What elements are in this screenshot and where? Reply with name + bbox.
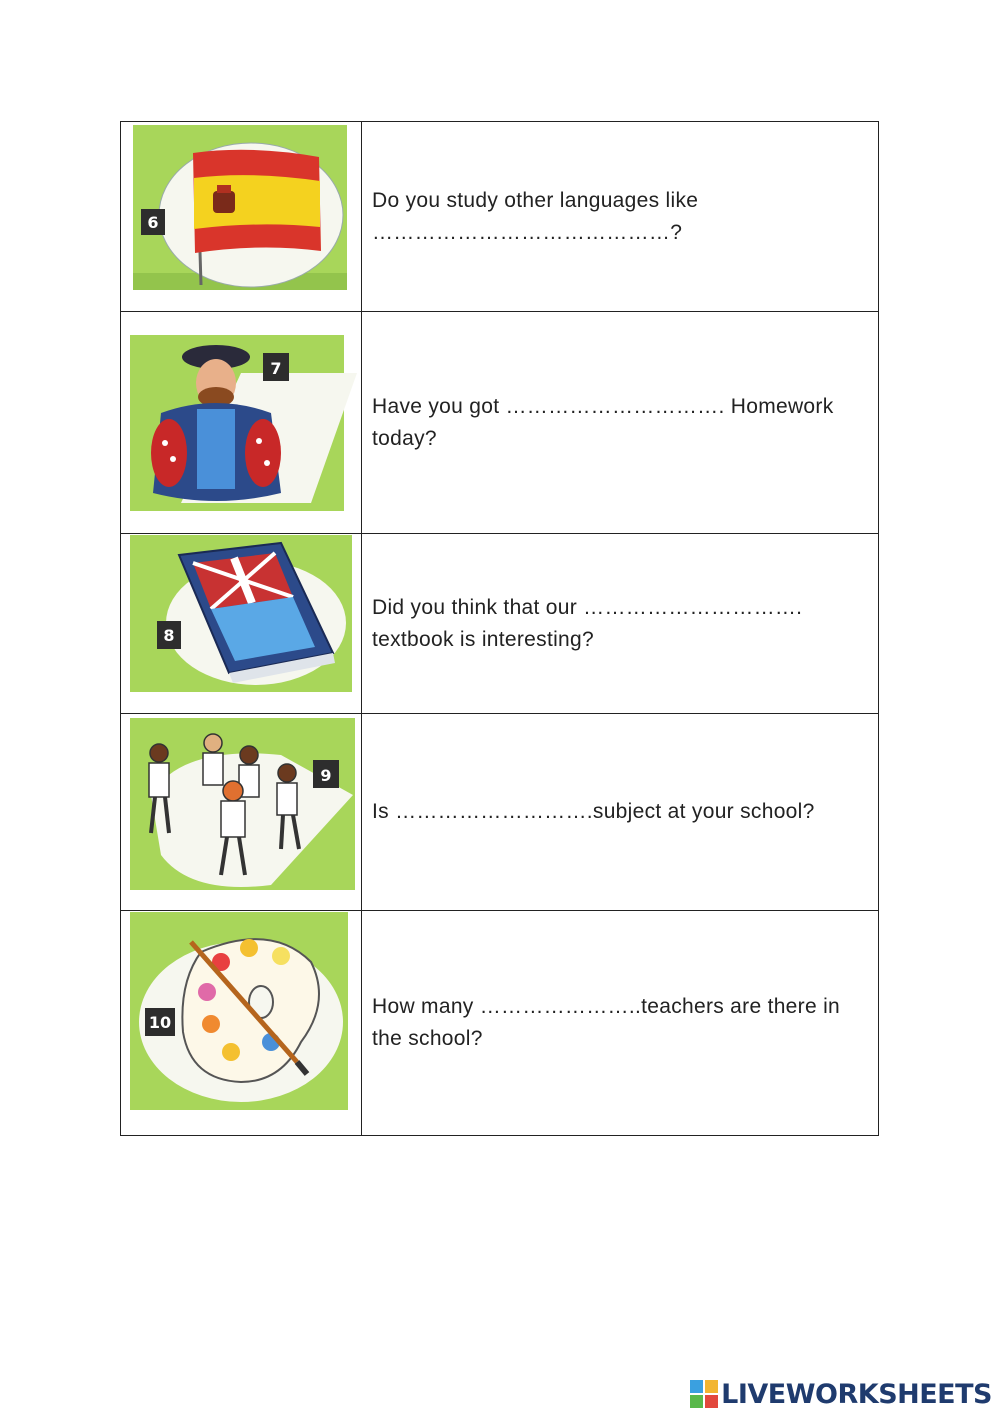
english-book-icon bbox=[121, 535, 361, 713]
table-row bbox=[121, 534, 879, 714]
table-row bbox=[121, 122, 879, 312]
brand-label: LIVEWORKSHEETS bbox=[721, 1378, 992, 1410]
question-cell bbox=[362, 122, 879, 312]
pe-children-icon bbox=[121, 715, 361, 910]
question-text: Is ……………………….subject at your school? bbox=[372, 800, 815, 823]
question-cell bbox=[362, 911, 879, 1136]
question-text: How many …………………..teachers are there in the school? bbox=[372, 995, 841, 1050]
image-cell bbox=[121, 122, 362, 312]
question-text: Did you think that our …………………………. textbook is interesting? bbox=[372, 595, 803, 651]
image-cell bbox=[121, 911, 362, 1136]
image-number-label: 10 bbox=[148, 1012, 172, 1032]
image-cell bbox=[121, 312, 362, 534]
table-row bbox=[121, 714, 879, 911]
image-number-label: 9 bbox=[320, 765, 332, 785]
art-palette-icon bbox=[121, 912, 361, 1135]
image-number-label: 7 bbox=[270, 358, 282, 378]
question-cell bbox=[362, 714, 879, 911]
liveworksheets-brand bbox=[690, 1376, 992, 1412]
history-king-icon bbox=[121, 313, 361, 533]
worksheet-table bbox=[120, 121, 879, 1136]
image-number-label: 6 bbox=[147, 212, 159, 232]
question-text: Have you got …………………………. Homework today? bbox=[372, 394, 834, 450]
question-text: Do you study other languages like ……………………………………? bbox=[372, 188, 699, 244]
table-row bbox=[121, 911, 879, 1136]
image-number-label: 8 bbox=[163, 625, 175, 645]
question-cell bbox=[362, 312, 879, 534]
question-cell bbox=[362, 534, 879, 714]
spain-flag-icon bbox=[121, 123, 361, 311]
image-cell bbox=[121, 534, 362, 714]
image-cell bbox=[121, 714, 362, 911]
table-row bbox=[121, 312, 879, 534]
liveworksheets-logo-icon bbox=[690, 1380, 718, 1408]
